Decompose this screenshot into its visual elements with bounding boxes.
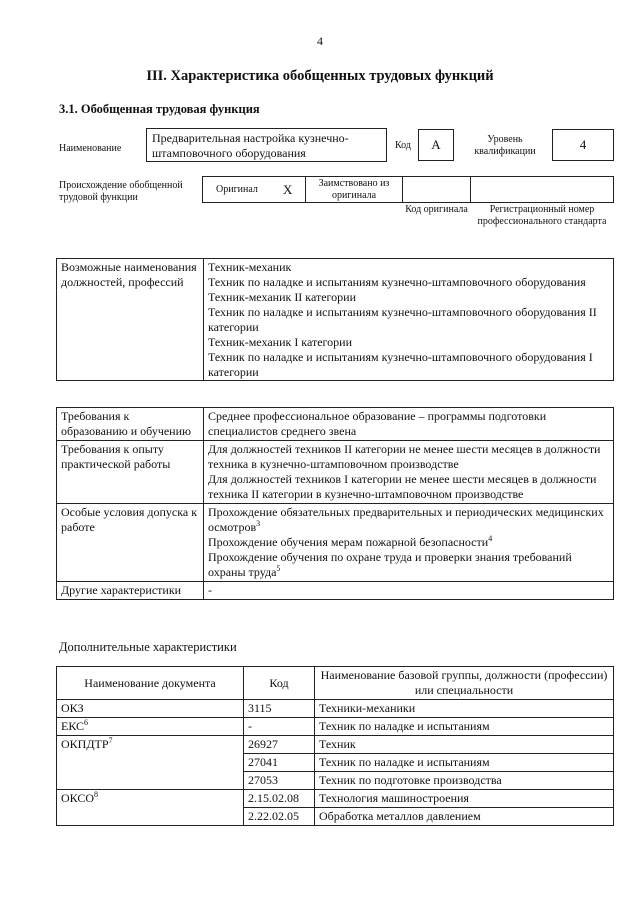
position-item: Техник по наладке и испытаниям кузнечно-штамповочного оборудования: [208, 275, 586, 289]
position-item: Техник по наладке и испытаниям кузнечно-штамповочного оборудования I категории: [208, 350, 593, 379]
table-row: [57, 718, 614, 736]
condition-item: Прохождение обучения мерам пожарной безопасности$^4$: [208, 534, 493, 549]
additional-table: [56, 666, 614, 826]
position-item: Техник по наладке и испытаниям кузнечно-штамповочного оборудования II категории: [208, 305, 597, 334]
function-name-box: [146, 128, 387, 162]
col-name-header: Наименование базовой группы, должности (профессии) или специальности: [315, 667, 614, 700]
borrowed-cell: [305, 176, 403, 203]
code-label: Код: [395, 140, 411, 151]
doc-cell: ОКЗ: [57, 700, 244, 718]
name-cell: Технология машиностроения: [315, 790, 614, 808]
name-cell: Техник по наладке и испытаниям: [315, 754, 614, 772]
code-cell: 2.15.02.08: [244, 790, 315, 808]
code-cell: 27041: [244, 754, 315, 772]
position-item: Техник-механик I категории: [208, 335, 353, 349]
other-label: Другие характеристики: [57, 582, 204, 600]
subsection-title: 3.1. Обобщенная трудовая функция: [59, 102, 260, 116]
condition-item: Прохождение обязательных предварительных и периодических медицинских осмотров$^3$: [208, 505, 604, 534]
other-value: -: [204, 582, 614, 600]
col-code-header: Код: [244, 667, 315, 700]
experience-item: Для должностей техников I категории не менее шести месяцев в должности техника II категории в кузнечно-штамповочном производстве: [208, 472, 597, 501]
name-cell: Обработка металлов давлением: [315, 808, 614, 826]
doc-cell: ОКПДТР$^7$: [57, 736, 244, 790]
table-row: [57, 736, 614, 754]
name-cell: Техник: [315, 736, 614, 754]
table-row: [57, 700, 614, 718]
requirements-table: [56, 407, 614, 600]
additional-title: Дополнительные характеристики: [59, 640, 237, 654]
page-number: 4: [317, 34, 323, 48]
section-title: III. Характеристика обобщенных трудовых функций: [146, 68, 494, 84]
code-cell: 27053: [244, 772, 315, 790]
reg-number-label: Регистрационный номер профессионального стандарта: [477, 204, 607, 227]
experience-item: Для должностей техников II категории не менее шести месяцев в должности техника в кузнечно-штамповочном производстве: [208, 442, 601, 471]
original-mark: X: [283, 182, 293, 197]
code-cell: 3115: [244, 700, 315, 718]
origin-original-cell: [202, 176, 306, 203]
code-original-cell: [402, 176, 471, 203]
code-value: A: [418, 129, 454, 161]
positions-list: [204, 259, 614, 381]
education-value: Среднее профессиональное образование – программы подготовки специалистов среднего звена: [204, 408, 614, 441]
reg-number-cell: [470, 176, 614, 203]
original-label: Оригинал: [216, 184, 258, 195]
code-original-label: Код оригинала: [405, 204, 468, 215]
name-cell: Техники-механики: [315, 700, 614, 718]
col-doc-header: Наименование документа: [57, 667, 244, 700]
level-value: 4: [552, 129, 614, 161]
name-cell: Техник по подготовке производства: [315, 772, 614, 790]
position-item: Техник-механик: [208, 260, 292, 274]
borrowed-label: Заимствовано из оригинала: [318, 178, 390, 201]
table-row: [57, 790, 614, 808]
name-label: Наименование: [59, 143, 122, 154]
origin-label: Происхождение обобщенной трудовой функции: [59, 180, 183, 203]
conditions-label: Особые условия допуска к работе: [57, 504, 204, 582]
name-cell: Техник по наладке и испытаниям: [315, 718, 614, 736]
positions-label: Возможные наименования должностей, профессий: [57, 259, 204, 381]
position-item: Техник-механик II категории: [208, 290, 357, 304]
doc-cell: ОКСО$^8$: [57, 790, 244, 826]
code-cell: 26927: [244, 736, 315, 754]
positions-table: [56, 258, 614, 381]
level-label: Уровень квалификации: [474, 134, 536, 157]
conditions-value: [204, 504, 614, 582]
experience-value: [204, 441, 614, 504]
code-cell: 2.22.02.05: [244, 808, 315, 826]
code-cell: -: [244, 718, 315, 736]
function-name-value: Предварительная настройка кузнечно-штамповочного оборудования: [152, 131, 349, 160]
education-label: Требования к образованию и обучению: [57, 408, 204, 441]
experience-label: Требования к опыту практической работы: [57, 441, 204, 504]
doc-cell: ЕКС$^6$: [57, 718, 244, 736]
condition-item: Прохождение обучения по охране труда и проверки знания требований охраны труда$^5$: [208, 550, 572, 579]
